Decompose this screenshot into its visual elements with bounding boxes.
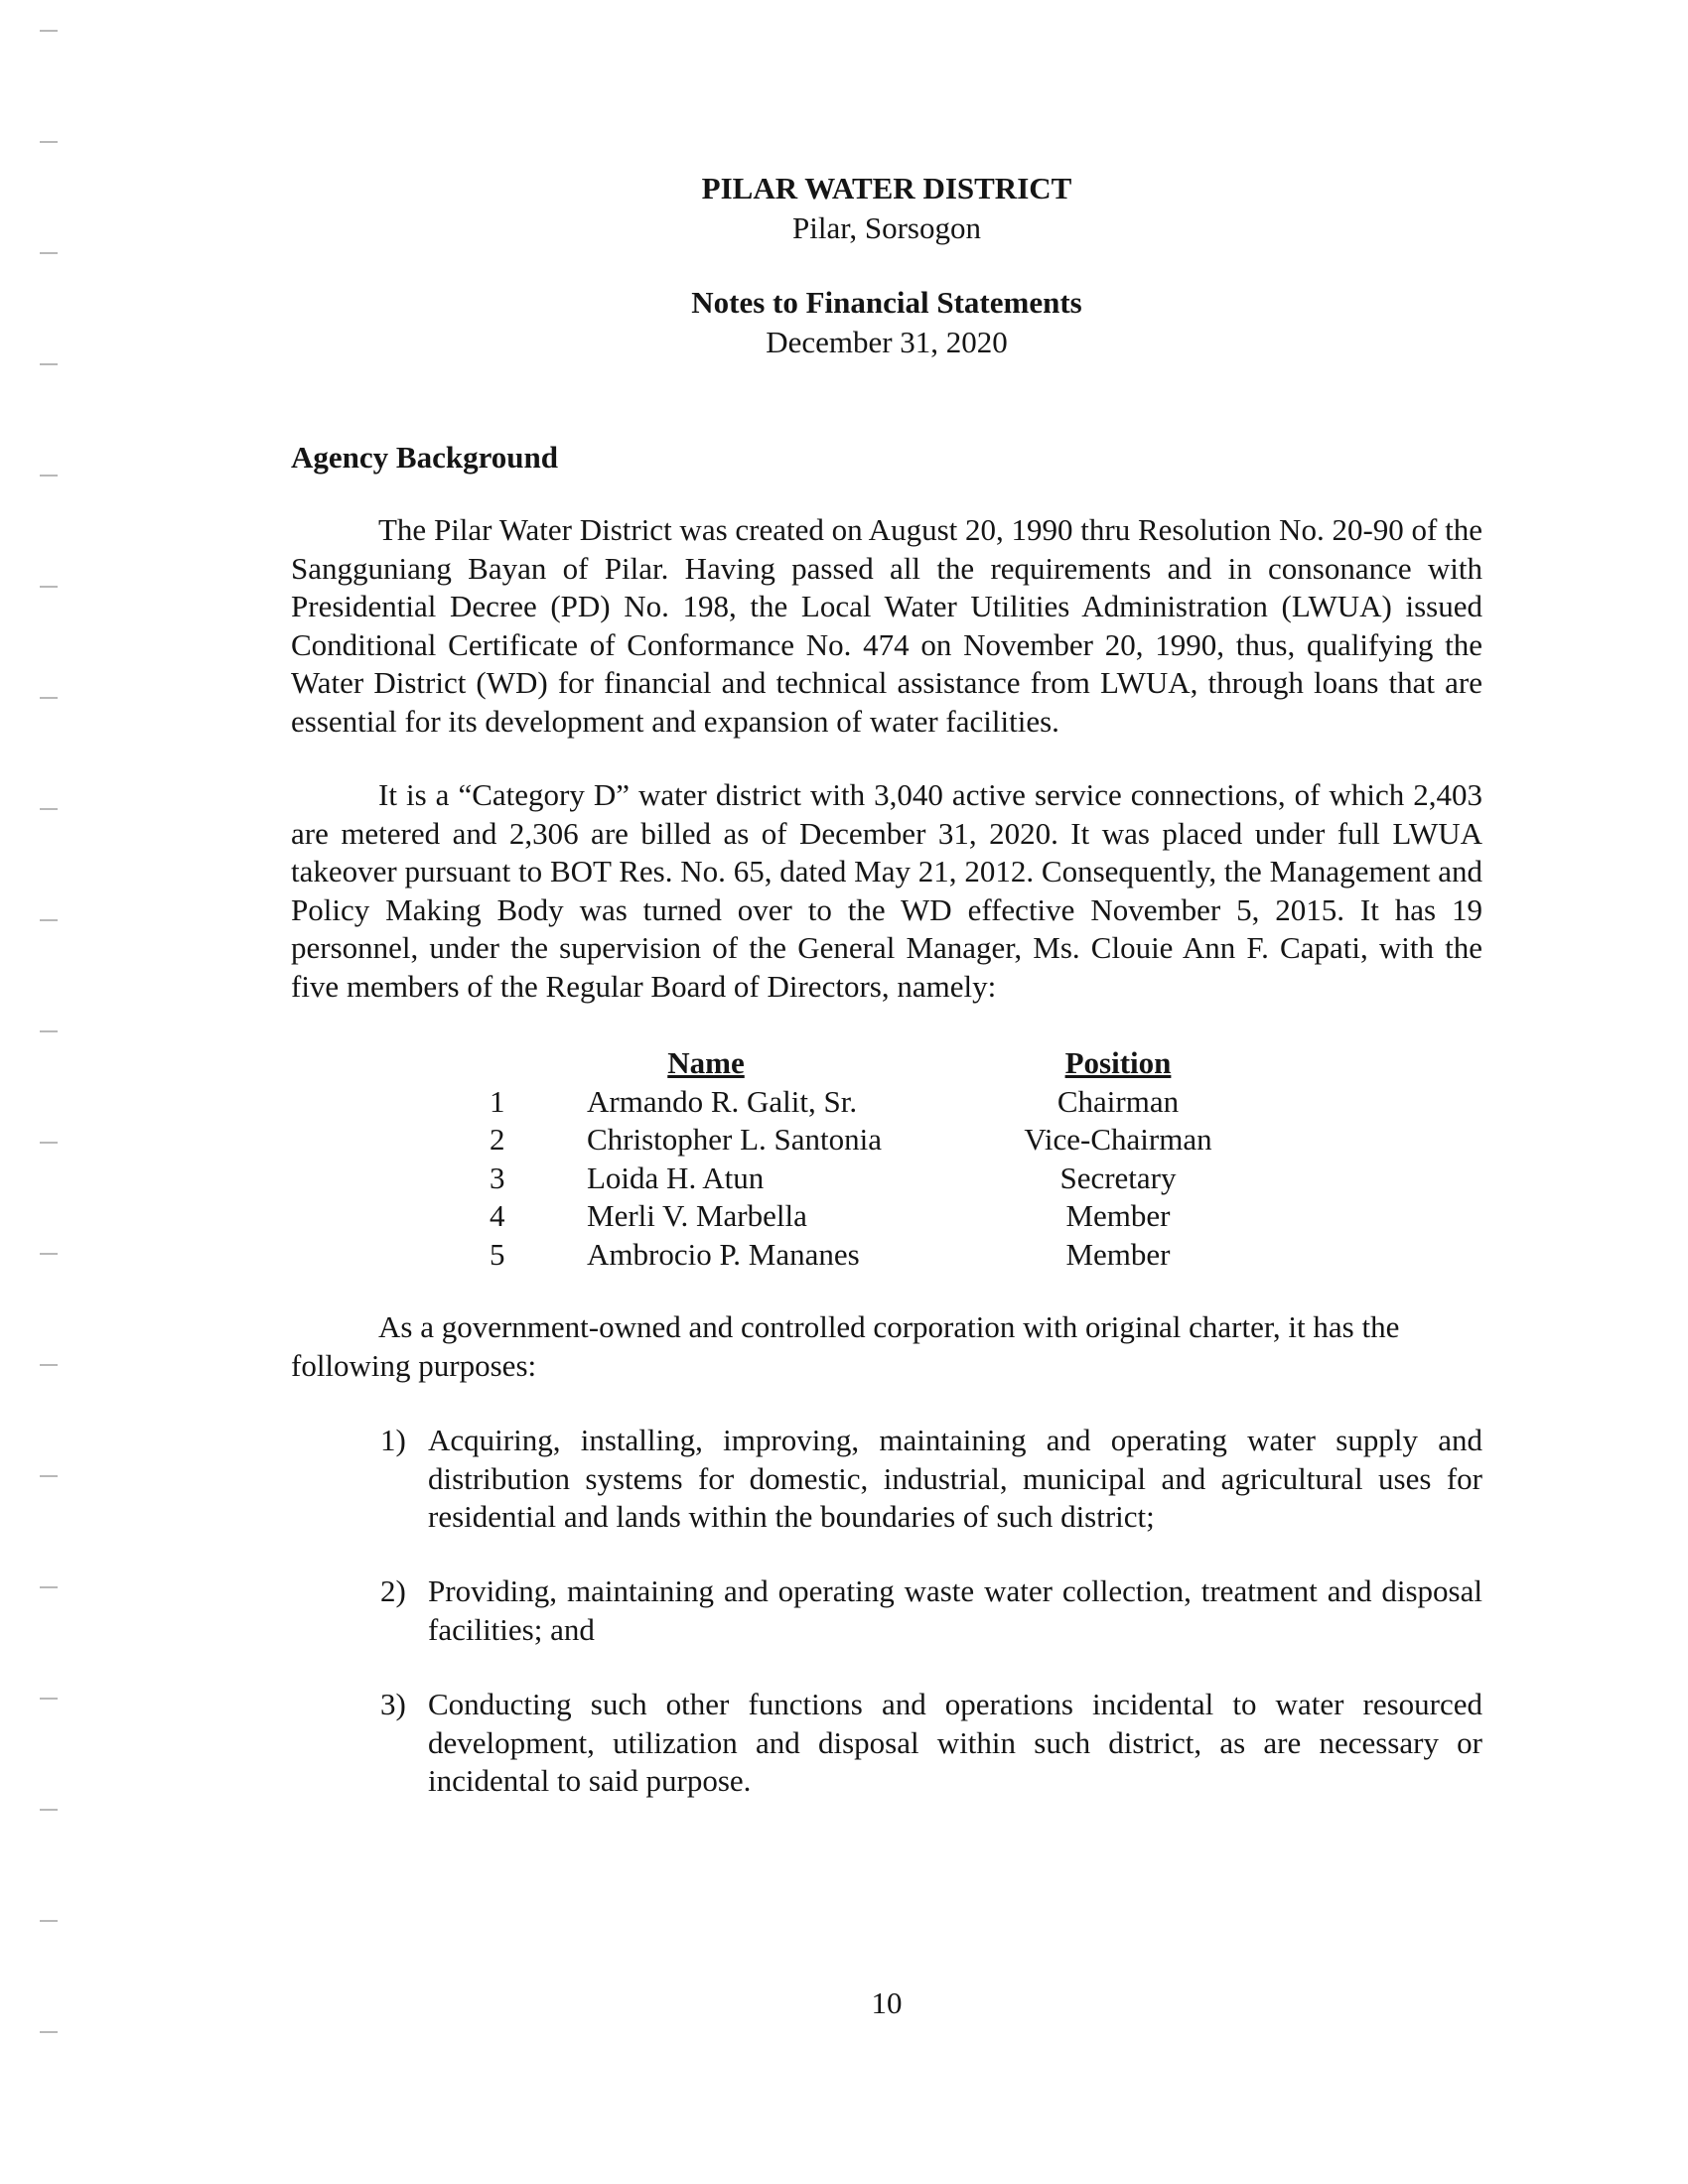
scan-margin-mark (40, 808, 58, 810)
scan-margin-mark (40, 2031, 58, 2033)
document-date: December 31, 2020 (766, 325, 1008, 359)
name-column-header: Name (667, 1045, 745, 1080)
member-number: 2 (490, 1122, 505, 1157)
list-item (380, 1572, 1482, 1649)
scan-margin-mark (40, 30, 58, 32)
scan-margin-mark (40, 586, 58, 588)
list-item-number: 1) (380, 1423, 406, 1457)
position-column-header: Position (1064, 1045, 1172, 1080)
scan-margin-mark (40, 363, 58, 365)
scan-margin-mark (40, 1586, 58, 1588)
org-location: Pilar, Sorsogon (792, 210, 981, 245)
table-row (490, 1160, 1383, 1198)
scan-margin-mark (40, 141, 58, 143)
list-item-text: Acquiring, installing, improving, maintaining and operating water supply and distribution systems for domestic, industrial, municipal and agricultural uses for residential and lands within the boundaries of such district; (428, 1423, 1482, 1534)
paragraph-purposes-intro: As a government-owned and controlled corporation with original charter, it has the following purposes: (291, 1309, 1400, 1383)
list-item (380, 1686, 1482, 1801)
member-position: Member (1065, 1198, 1171, 1233)
member-name: Christopher L. Santonia (587, 1122, 883, 1157)
section-heading: Agency Background (291, 440, 558, 475)
table-row (490, 1083, 1383, 1122)
member-number: 4 (490, 1198, 505, 1233)
table-row (490, 1197, 1383, 1236)
scan-margin-mark (40, 919, 58, 921)
member-number: 3 (490, 1160, 505, 1195)
list-item (380, 1422, 1482, 1537)
list-item-number: 3) (380, 1687, 406, 1721)
member-number: 1 (490, 1083, 505, 1119)
member-position: Chairman (1056, 1083, 1180, 1119)
member-position: Vice-Chairman (1024, 1122, 1212, 1157)
scan-margin-mark (40, 1809, 58, 1811)
table-row (490, 1236, 1383, 1275)
page-number: 10 (871, 1985, 903, 2020)
list-item-number: 2) (380, 1573, 406, 1608)
member-name: Loida H. Atun (587, 1160, 765, 1195)
scan-margin-mark (40, 1475, 58, 1477)
scan-margin-mark (40, 1142, 58, 1144)
member-name: Ambrocio P. Mananes (587, 1236, 860, 1272)
subtitle-block (291, 283, 1482, 362)
member-name: Merli V. Marbella (587, 1198, 807, 1233)
scan-margin-mark (40, 1030, 58, 1032)
member-number: 5 (490, 1236, 505, 1272)
table-row (490, 1121, 1383, 1160)
list-item-text: Providing, maintaining and operating waste water collection, treatment and disposal facilities; and (428, 1573, 1482, 1647)
scan-margin-mark (40, 252, 58, 254)
board-header-row (490, 1044, 1383, 1083)
board-of-directors-table (490, 1044, 1383, 1274)
scan-margin-mark (40, 1364, 58, 1366)
scan-margin-mark (40, 1698, 58, 1700)
paragraph-profile: It is a “Category D” water district with 3,040 active service connections, of which 2,403 are metered and 2,306 are billed as of December 31, 2020. It was placed under full LWUA takeover pursuant to BOT Res. No. 65, dated May 21, 2012. Consequently, the Management and Policy Making Body was turned over to the WD effective November 5, 2015. It has 19 personnel, under the supervision of the General Manager, Ms. Clouie Ann F. Capati, with the five members of the Regular Board of Directors, namely: (291, 777, 1482, 1004)
paragraph-history: The Pilar Water District was created on August 20, 1990 thru Resolution No. 20-90 of the Sangguniang Bayan of Pilar. Having passed all the requirements and in consonance with Presidential Decree (PD) No. 198, the Local Water Utilities Administration (LWUA) issued Conditional Certificate of Conformance No. 474 on November 20, 1990, thus, qualifying the Water District (WD) for financial and technical assistance from LWUA, through loans that are essential for its development and expansion of water facilities. (291, 512, 1482, 739)
member-position: Secretary (1059, 1160, 1177, 1195)
document-title: Notes to Financial Statements (691, 285, 1082, 320)
scan-margin-mark (40, 1253, 58, 1255)
scan-margin-mark (40, 1920, 58, 1922)
org-name: PILAR WATER DISTRICT (701, 171, 1072, 205)
member-position: Member (1065, 1236, 1171, 1272)
member-name: Armando R. Galit, Sr. (587, 1083, 858, 1119)
scan-margin-mark (40, 475, 58, 477)
scan-margin-mark (40, 697, 58, 699)
title-block (291, 169, 1482, 248)
list-item-text: Conducting such other functions and operations incidental to water resourced development, utilization and disposal within such district, as are necessary or incidental to said purpose. (428, 1687, 1482, 1798)
